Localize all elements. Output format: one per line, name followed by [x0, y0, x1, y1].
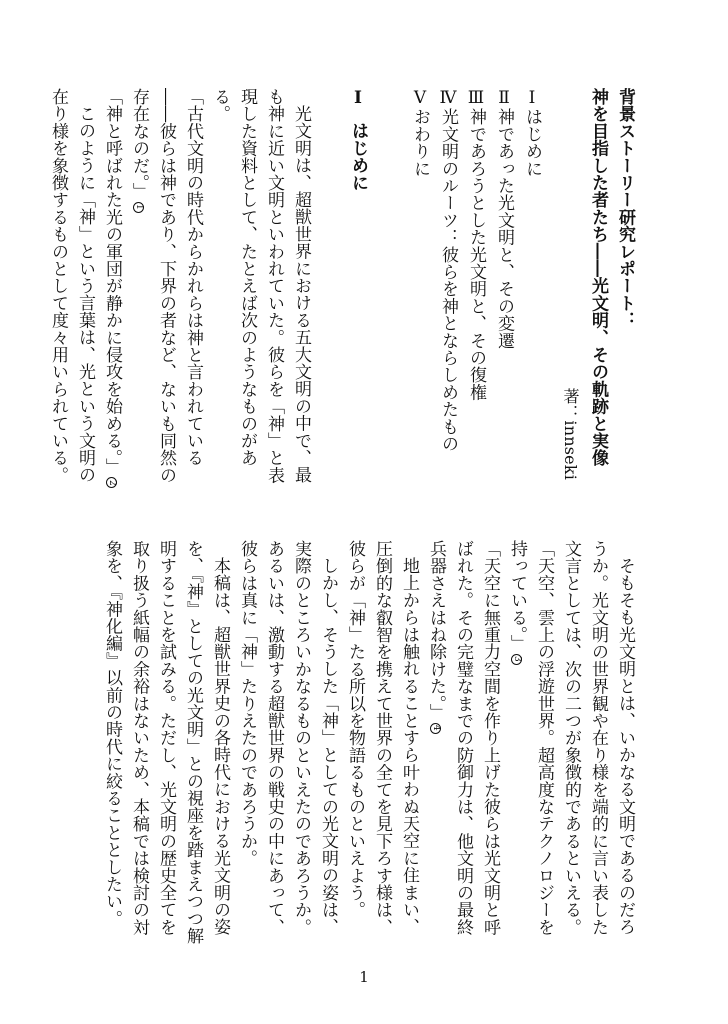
body-paragraph: このように「神」という言葉は、光という文明の在り様を象徴するものとして度々用いられている。	[48, 88, 95, 484]
author: 著：innseki	[561, 388, 580, 481]
body-paragraph: 本稿は、超獣世界史の各時代における光文明の姿を、『神』としての光文明」との視座を踏まえつつ解明することを試みる。ただし、光文明の歴史全てを取り扱う紙幅の余裕はないため、本稿では検討の対象を、『神化編』以前の時代に絞ることとしたい。	[102, 540, 230, 945]
body-paragraph: 光文明は、超獣世界における五大文明の中で、最も神に近い文明といわれていた。彼らを「神」と表現した資料として、たとえば次のようなものがある。	[210, 88, 311, 484]
toc-item: Ⅴおわりに	[410, 88, 430, 178]
quote-3: 「天空、雲上の浮遊世界。超高度なテクノロジーを持っている。」3	[507, 540, 554, 936]
lower-column	[98, 540, 638, 950]
table-of-contents	[405, 88, 545, 498]
report-series: 背景ストーリー研究レポート：	[615, 88, 635, 329]
quote-2: 「神と呼ばれた光の軍団が静かに侵攻を始める。」2	[98, 88, 125, 498]
toc-item: Ⅲ神であろうとした光文明と、その復権	[466, 88, 486, 401]
upper-column	[48, 88, 638, 498]
quote-4: 「天空に無重力空間を作り上げた彼らは光文明と呼ばれた。その完璧なまでの防御力は、他文明の最終兵器さえはね除けた。」4	[426, 540, 500, 936]
page-number: 1	[359, 968, 369, 986]
toc-item: Ⅱ神であった光文明と、その変遷	[494, 88, 514, 350]
footnote-marker: 1	[133, 202, 144, 213]
quote-1: 「古代文明の時代からかれらは神と言われている――彼らは神であり、下界の者など、ないも同然の存在なのだ。」1	[129, 88, 203, 484]
body-paragraph: そもそも光文明とは、いかなる文明であるのだろうか。光文明の世界観や在り様を端的に言い表した文言としては、次の二つが象徴的であるといえる。	[561, 540, 635, 936]
report-title: 神を目指した者たち――光文明、その軌跡と実像	[588, 88, 608, 467]
body-paragraph: しかし、そうした「神」としての光文明の姿は、実際のところいかなるものといえたのであろうか。あるいは、激動する超獣世界の戦史の中にあって、彼らは真に「神」たりえたのであろうか。	[237, 540, 338, 936]
section-heading: Ⅰはじめに	[348, 88, 368, 192]
footnote-marker: 2	[106, 477, 117, 488]
toc-item: Ⅰはじめに	[522, 88, 542, 178]
footnote-marker: 4	[430, 723, 441, 734]
footnote-marker: 3	[511, 654, 522, 665]
toc-item: Ⅳ光文明のルーツ：彼らを神とならしめたもの	[438, 88, 458, 453]
body-paragraph: 地上からは触れることすら叶わぬ天空に住まい、圧倒的な叡智を携えて世界の全てを見下ろす様は、彼らが「神」たる所以を物語るものといえよう。	[345, 540, 419, 936]
